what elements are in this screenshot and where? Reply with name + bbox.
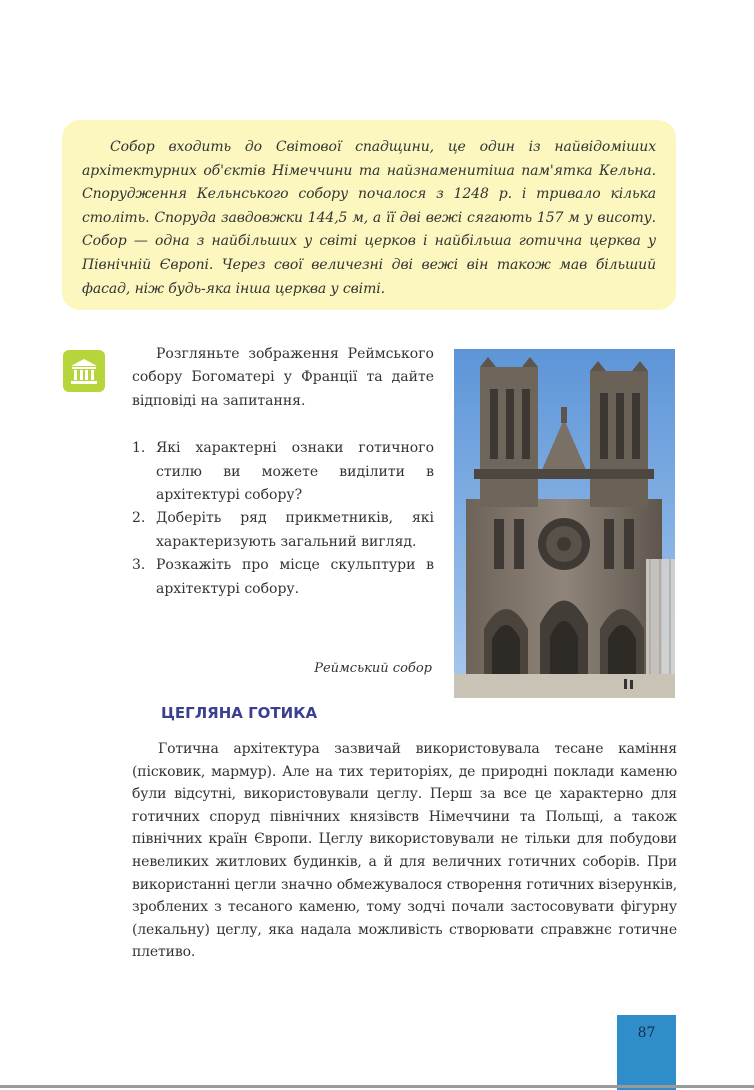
info-text: Собор входить до Світової спадщини, це один із найвідоміших архітектурних об'єктів Німеччини та найзнаменитіша пам'ятка Кельна. Спорудження Кельнського собору почалося з 1248 р. і тривало кілька століть. Споруда завдовжки 144,5 м, а її дві вежі сягають 157 м у висоту. Собор — одна з найбільших у світі церков і найбільша готична церква у Північній Європі. Через свої величезні дві вежі він також мав більший фасад, ніж будь-яка інша церква у світі. — [82, 139, 656, 297]
list-item — [132, 507, 434, 554]
question-number: 1. — [132, 440, 146, 457]
question-text: Доберіть ряд прикметників, які характеризують загальний вигляд. — [156, 510, 434, 550]
list-item — [132, 554, 434, 601]
section-title: ЦЕГЛЯНА ГОТИКА — [161, 704, 318, 722]
photo-caption: Реймський собор — [314, 661, 432, 676]
list-item — [132, 437, 434, 507]
question-number: 2. — [132, 510, 146, 527]
cathedral-photo — [454, 349, 675, 698]
question-number: 3. — [132, 557, 146, 574]
info-box — [62, 120, 676, 310]
page-number: 87 — [637, 1025, 656, 1041]
task-intro: Розгляньте зображення Реймського собору Богоматері у Франції та дайте відповіді на запитання. — [132, 346, 434, 409]
question-text: Які характерні ознаки готичного стилю ви можете виділити в архітектурі собору? — [156, 440, 434, 504]
section-text: Готична архітектура зазвичай використовувала тесане каміння (пісковик, мармур). Але на тих територіях, де природні поклади каменю були відсутні, використовували цеглу. Перш за все це характерно для готичних споруд північних князівств Німеччини та Польщі, а також північних країн Європи. Цеглу використовували не тільки для побудови невеликих житлових будинків, а й для величних готичних соборів. При використанні цегли значно обмежувалося створення готичних візерунків, зроблених з тесаного каменю, тому зодчі почали застосовувати фігурну (лекальну) цеглу, яка надала можливість створювати справжнє готичне плетиво. — [132, 741, 677, 961]
bottom-divider — [0, 1085, 754, 1088]
temple-icon — [63, 350, 105, 392]
question-list — [132, 437, 434, 601]
page-number-box — [617, 1015, 676, 1090]
task-block — [132, 343, 434, 601]
question-text: Розкажіть про місце скульптури в архітектурі собору. — [156, 557, 434, 597]
